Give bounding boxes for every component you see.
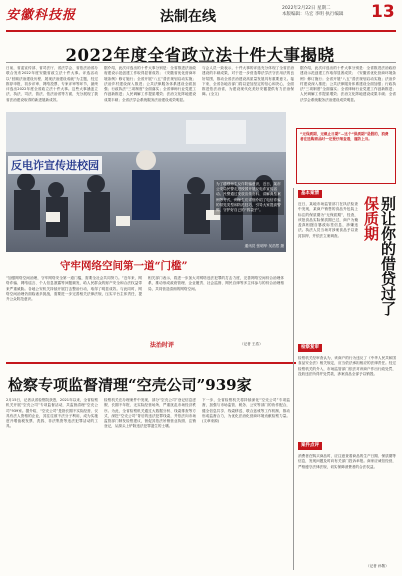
masthead-rule [6, 30, 396, 32]
sidebar-body-3: 消费者在购买商品时，应注意查看商品的生产日期、保质期等信息，发现问题及时向有关部门投诉举报。商家应诚信经营，严格遵守法律法规，切实保障消费者的合法权益。 [298, 454, 396, 469]
sidebar-byline: （记者 孙敬） [366, 564, 389, 568]
bottom-headline: 检察专项监督清理“空壳公司”939家 [8, 376, 252, 394]
second-article-col-1: “加强网络空间治理，守牢网络安全第一道门槛，需要全社会共同努力。”近年来，网络诈骗、网络谣言、个人信息泄露等问题频发，给人民群众的财产安全和合法权益带来严重威胁。各地公安机关持续开展打击整治行动，取得了明显成效。与此同时，网络空间治理仍面临诸多挑战，需要进一步完善相关法律法规，压实平台主体责任，提升公众防范意识。 [6, 276, 142, 302]
sidebar-vertical-title [362, 196, 396, 326]
sidebar-body-2: 检察机关经审查认为，该商户的行为违反了《中华人民共和国食品安全法》相关规定，应当依法承担相应的法律责任。经过检察机关的介入，市场监管部门依法对该商户作出行政处罚，没收违法所得并处罚款，涉案食品全部予以销毁。 [298, 356, 396, 376]
editor-line: 本版编辑：马宏 李明 执行编辑 [282, 12, 344, 17]
second-article-title: 守牢网络空间第一道“门槛” [60, 260, 188, 272]
sidebar-quote-box [296, 128, 396, 184]
vertical-title-part-3: 保质期 [362, 196, 380, 241]
photo-credit: 通讯员 张明华 吴浩然 摄 [244, 244, 284, 248]
newspaper-logo: 安徽科技报 [6, 8, 77, 23]
photo-caption: 为了增强师生反诈防骗意识，近日，某市公安局民警走进校园开展反电诈宣传活动。民警通过发放宣传资料、讲解典型案例等方式，向师生们详细介绍了电信诈骗的常见类型和防范技巧，引导大家提高警惕，守护好自己的“钱袋子”。 [214, 180, 284, 215]
date-block [282, 6, 362, 18]
badge-case [298, 190, 322, 198]
photo-feature-title: 反电诈宣传进校园 [8, 156, 102, 174]
main-headline: 2022年度全省政立法十件大事揭晓 [65, 46, 335, 65]
main-article-col-1: 日前，省委宣传部、省司法厅、省法学会、省依法治省办联合发布2022年度安徽省政立法十件大事。评选活动以“回顾法治建设历程、展现法治建设成就”为主题，经过推荐申报、初步评审、网络投票、专家评审等环节，最终评选出2022年度全省政立法十件大事。这些大事涵盖立法、执法、司法、普法、依法治省等方面，充分展现了我省法治建设取得的新进展新成效。 [6, 66, 98, 102]
second-article-byline: （记者 王浩） [240, 342, 263, 346]
badge-review-label: 检察复审 [301, 345, 319, 350]
badge-comment-label: 案件点评 [301, 443, 319, 448]
main-article-col-4: 据介绍，此次评选出的十件大事分别是：全省推进法治政府建设示范创建工作取得显著成效；《安徽省优化营商环境条例》修订施行；全省开展“八五”普法规划启动实施；法治乡村建设深入推进；公共法律服务体系建设全面加强；行政执法“三项制度”全面落实；全省律师行业党建工作创新推进；人民调解工作提质增效；法治文化阵地建设成果丰硕；全省法学会系统服务法治建设成效明显。 [300, 66, 396, 102]
vertical-title-part-2: 借贷过了 [379, 256, 397, 316]
bottom-article-col-3: 下一步，全省检察机关将持续深化“空壳公司”专项监督，加强与市场监管、税务、公安等部门的协作配合，健全信息共享、线索移送、联合惩戒等工作机制，推动形成监督合力，为优化法治化营商环境贡献检察力量。(文章来源) [202, 398, 290, 424]
date-line: 2022年2月22日 星期二 [282, 6, 331, 11]
bottom-article-col-1: 2月15日，记者从省检察院获悉，2021年以来，全省检察机关开展“空壳公司”专项监督活动，共监督清理“空壳公司”939家。据介绍，“空壳公司”是指长期不实际经营、仅具有法人资格的企业，其往往被不法分子利用，成为实施虚开增值税发票、洗钱、非法集资等违法犯罪活动的工具。 [6, 398, 98, 429]
sidebar-body-1: 近日，某地市场监管部门在执法检查中发现，某商户销售的食品外包装上标注的保质期为“无保质期”，经查，该批食品实际保质期已过，商户为掩盖真相擅自篡改标签信息，涉嫌违法。执法人员当场对涉案食品予以查封扣押，并依法立案调查。 [298, 202, 358, 238]
column-divider [293, 188, 294, 570]
main-article-col-3: 与会人员一致表示，十件大事的评选充分体现了全省法治建设的丰硕成果，对于进一步营造尊法学法守法用法的良好氛围，推动全省法治建设高质量发展具有重要意义。接下来，全省各地各部门将以更加坚定的信心和决心，全面推进依法治省，为建设现代化美好安徽提供有力法治保障。(全文) [202, 66, 294, 97]
vertical-title-part-1: 别让你的 [379, 196, 397, 256]
badge-review [298, 344, 322, 352]
badge-case-label: 基本案情 [301, 191, 319, 196]
main-article-col-2: 据介绍，此次评选出的十件大事分别是：全省推进法治政府建设示范创建工作取得显著成效；《安徽省优化营商环境条例》修订施行；全省开展“八五”普法规划启动实施；法治乡村建设深入推进；公共法律服务体系建设全面加强；行政执法“三项制度”全面落实；全省律师行业党建工作创新推进；人民调解工作提质增效；法治文化阵地建设成果丰硕；全省法学会系统服务法治建设成效明显。 [104, 66, 196, 102]
section-title: 法制在线 [160, 9, 216, 25]
sidebar-quote: “无保质期，无截止日期”…这个“保质期”是假的，消费者在选购商品时一定要仔细查看，谨防上当。 [300, 132, 389, 142]
second-article-col-2: 相关部门表示，将进一步加大对网络违法犯罪的打击力度，完善网络空间综合治理体系，推动形成政府管理、企业履责、社会监督、网民自律等多主体参与的综合治理格局，共同营造清朗的网络空间。 [148, 276, 284, 291]
page-number: 13 [371, 2, 395, 22]
badge-comment [298, 442, 322, 450]
opinion-tag: 法治时评 [150, 342, 175, 349]
headline-rule [6, 62, 396, 63]
bottom-article-col-2: 检察机关在办理案件中发现，部分“空壳公司”登记信息虚假、长期不年报、无实际经营场所，严重扰乱市场经济秩序。为此，全省检察机关通过大数据分析、线索排查等方式，深挖“空壳公司”背后的违法犯罪线索，并依法向市场监管部门制发检察建议，督促其依法吊销营业执照、注销登记，从源头上铲除违法犯罪滋生的土壤。 [104, 398, 196, 429]
section-rule [6, 362, 296, 364]
